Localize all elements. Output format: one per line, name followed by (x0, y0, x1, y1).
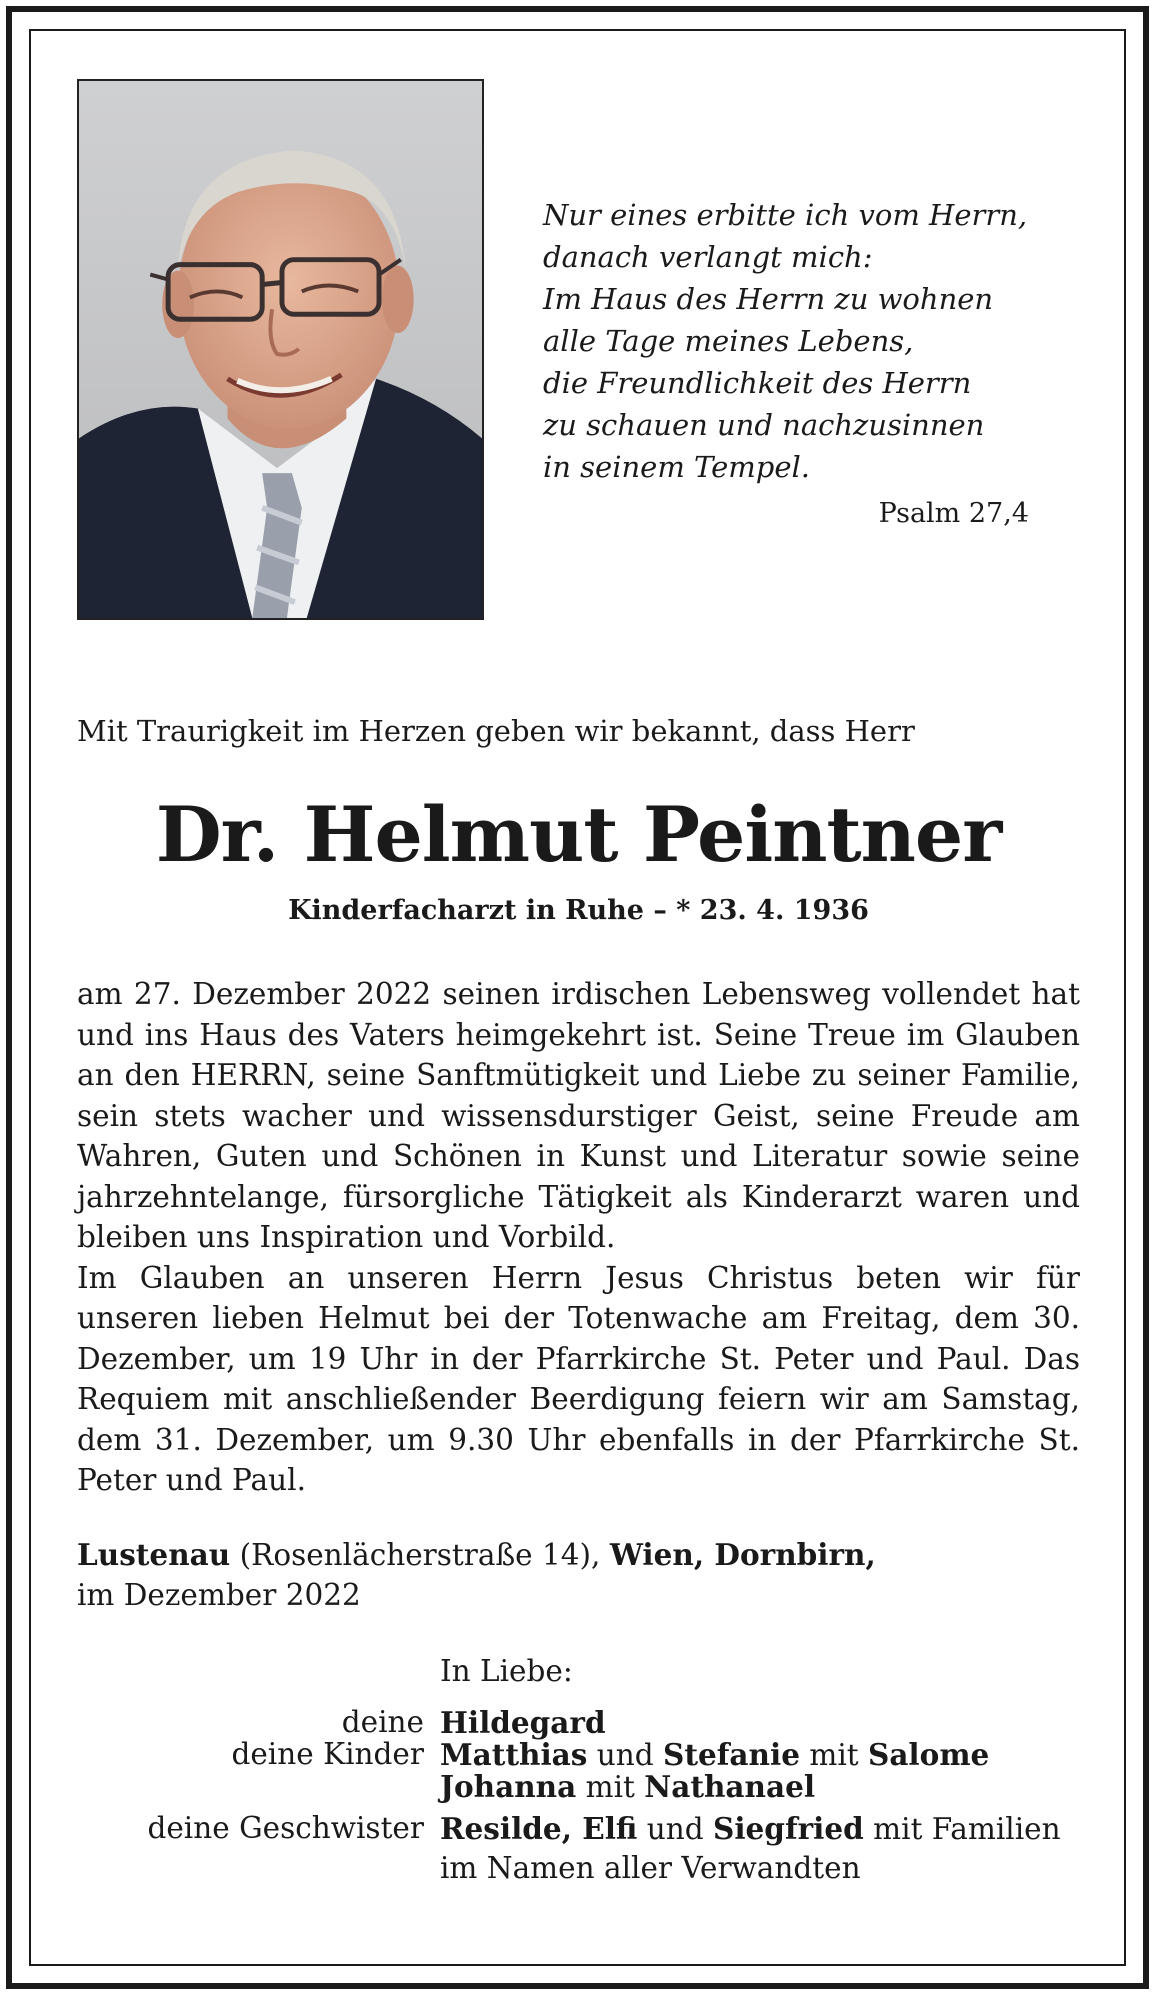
signer-name: Matthias (440, 1737, 588, 1772)
signer-connector: mit (799, 1738, 869, 1772)
place-cities: Wien, Dornbirn, (609, 1537, 876, 1572)
signer-names (440, 1705, 606, 1740)
obituary-paragraph-1: am 27. Dezember 2022 seinen irdischen Lebensweg vollendet hat und ins Haus des Vaters heimgekehrt ist. Seine Treue im Glauben an den HERRN, seine Sanftmütigkeit und Liebe zu seiner Familie, sein stets wacher und wissensdurstiger Geist, seine Freude am Wahren, Guten und Schönen in Kunst und Literatur sowie seine jahrzehntelange, fürsorgliche Tätigkeit als Kinderarzt waren und bleiben uns Inspiration und Vorbild. (77, 977, 1080, 1254)
intro-line: Mit Traurigkeit im Herzen geben wir bekannt, dass Herr (77, 714, 915, 748)
signer-names (440, 1811, 1061, 1846)
signer-name: Siegfried (713, 1811, 864, 1846)
obituary-paragraph-2: Im Glauben an unseren Herrn Jesus Christus beten wir für unseren lieben Helmut bei der Totenwache am Freitag, dem 30. Dezember, um 19 Uhr in der Pfarrkirche St. Peter und Paul. Das Requiem mit anschließender Beerdigung feiern wir am Samstag, dem 31. Dezember, um 9.30 Uhr ebenfalls in der Pfarrkirche St. Peter und Paul. (77, 1260, 1080, 1497)
signer-names (440, 1769, 815, 1804)
place-line (77, 1535, 876, 1575)
verse-line: in seinem Tempel. (543, 450, 811, 484)
signer-connector: mit (576, 1770, 645, 1804)
verse-line: danach verlangt mich: (543, 240, 873, 274)
place-and-date (77, 1535, 876, 1615)
signer-connector: mit Familien (863, 1812, 1061, 1846)
deceased-subtitle: Kinderfacharzt in Ruhe – * 23. 4. 1936 (288, 895, 869, 926)
signer-name: Salome (868, 1737, 990, 1772)
signer-relation: deine (341, 1705, 424, 1739)
signer-row (0, 1769, 1157, 1809)
signer-names (440, 1737, 989, 1772)
signer-name: Johanna (440, 1769, 577, 1804)
verse-line: alle Tage meines Lebens, (543, 324, 914, 358)
verse-line: zu schauen und nachzusinnen (543, 408, 985, 442)
signer-relation: deine Kinder (231, 1737, 424, 1771)
signer-row (0, 1851, 1157, 1891)
verse-line: Nur eines erbitte ich vom Herrn, (543, 198, 1028, 232)
date-line: im Dezember 2022 (77, 1578, 361, 1612)
signer-relation: deine Geschwister (147, 1811, 424, 1845)
signer-name: Stefanie (663, 1737, 800, 1772)
portrait-photo (77, 79, 484, 620)
signer-connector: und (587, 1738, 664, 1772)
signer-row (0, 1811, 1157, 1851)
obituary-text (77, 974, 1080, 1501)
verse-line: die Freundlichkeit des Herrn (543, 366, 972, 400)
signer-name: Resilde, Elfi (440, 1811, 638, 1846)
deceased-name: Dr. Helmut Peintner (155, 790, 1002, 879)
signer-names: im Namen aller Verwandten (440, 1851, 861, 1885)
in-liebe-label: In Liebe: (440, 1654, 573, 1688)
psalm-verse (543, 194, 1063, 529)
verse-line: Im Haus des Herrn zu wohnen (543, 282, 994, 316)
signer-name: Hildegard (440, 1705, 606, 1740)
signer-name: Nathanael (644, 1769, 816, 1804)
place-city: Lustenau (77, 1537, 231, 1572)
place-address: (Rosenlächerstraße 14), (230, 1538, 610, 1572)
verse-source: Psalm 27,4 (878, 498, 1029, 529)
signer-connector: und (637, 1812, 714, 1846)
